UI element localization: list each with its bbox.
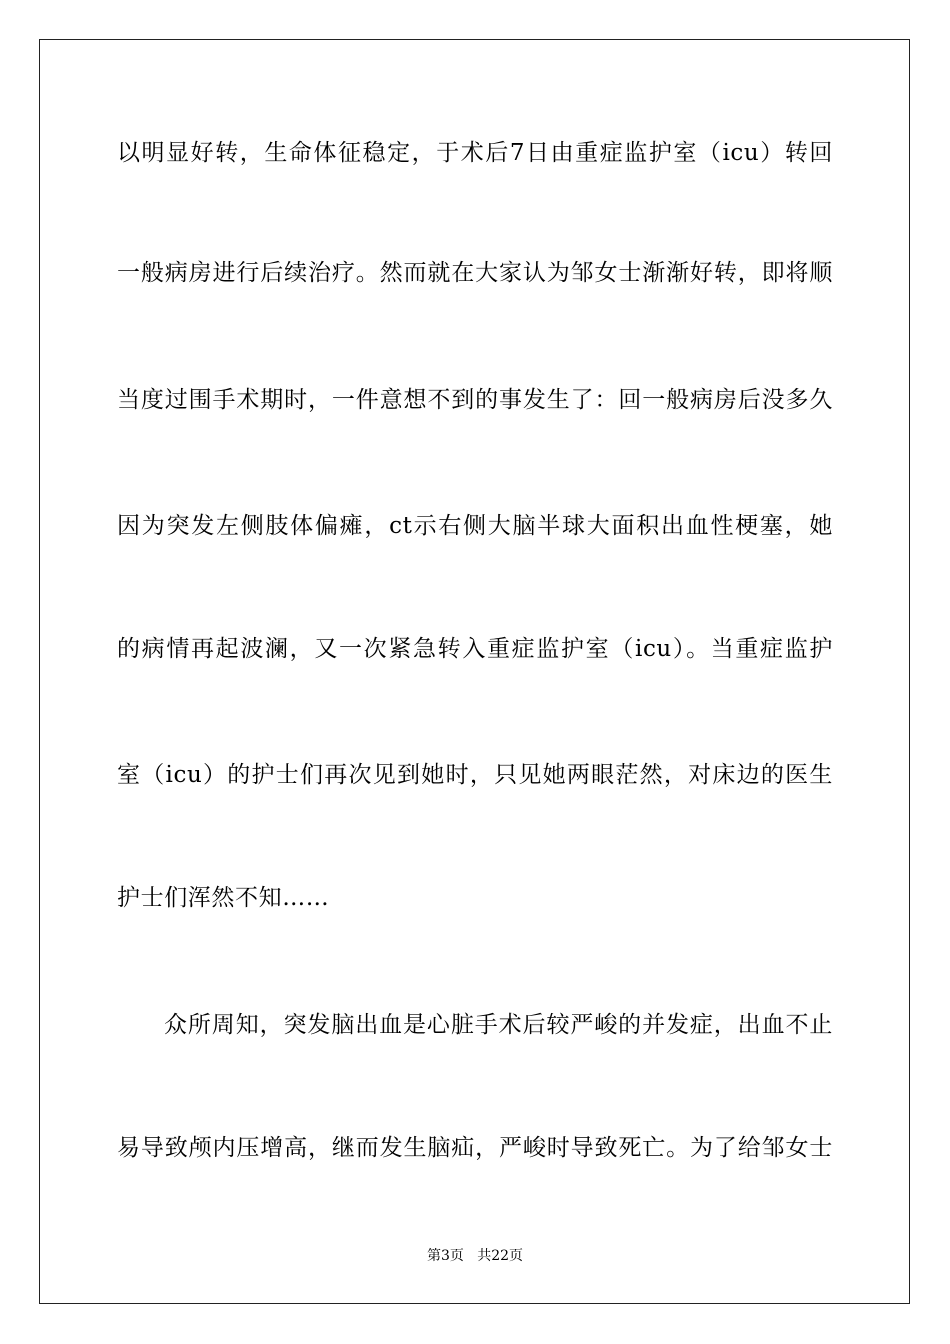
text-line-9: 易导致颅内压增高，继而发生脑疝，严峻时导致死亡。为了给邹女士 bbox=[117, 1135, 833, 1161]
text-line-6: 室（icu）的护士们再次见到她时，只见她两眼茫然，对床边的医生 bbox=[117, 762, 833, 788]
page-number: 第3页 共22页 bbox=[426, 1248, 524, 1264]
text-line-3: 当度过围手术期时，一件意想不到的事发生了：回一般病房后没多久 bbox=[117, 387, 833, 413]
text-line-4: 因为突发左侧肢体偏瘫，ct示右侧大脑半球大面积出血性梗塞，她 bbox=[117, 513, 833, 539]
text-line-8: 众所周知，突发脑出血是心脏手术后较严峻的并发症，出血不止 bbox=[164, 1012, 833, 1038]
text-line-2: 一般病房进行后续治疗。然而就在大家认为邹女士渐渐好转，即将顺 bbox=[117, 260, 833, 286]
text-line-7: 护士们浑然不知…… bbox=[117, 885, 330, 911]
page-border bbox=[39, 39, 910, 1304]
text-line-5: 的病情再起波澜，又一次紧急转入重症监护室（icu）。当重症监护 bbox=[117, 636, 833, 662]
text-line-1: 以明显好转，生命体征稳定，于术后7日由重症监护室（icu）转回 bbox=[117, 140, 833, 166]
